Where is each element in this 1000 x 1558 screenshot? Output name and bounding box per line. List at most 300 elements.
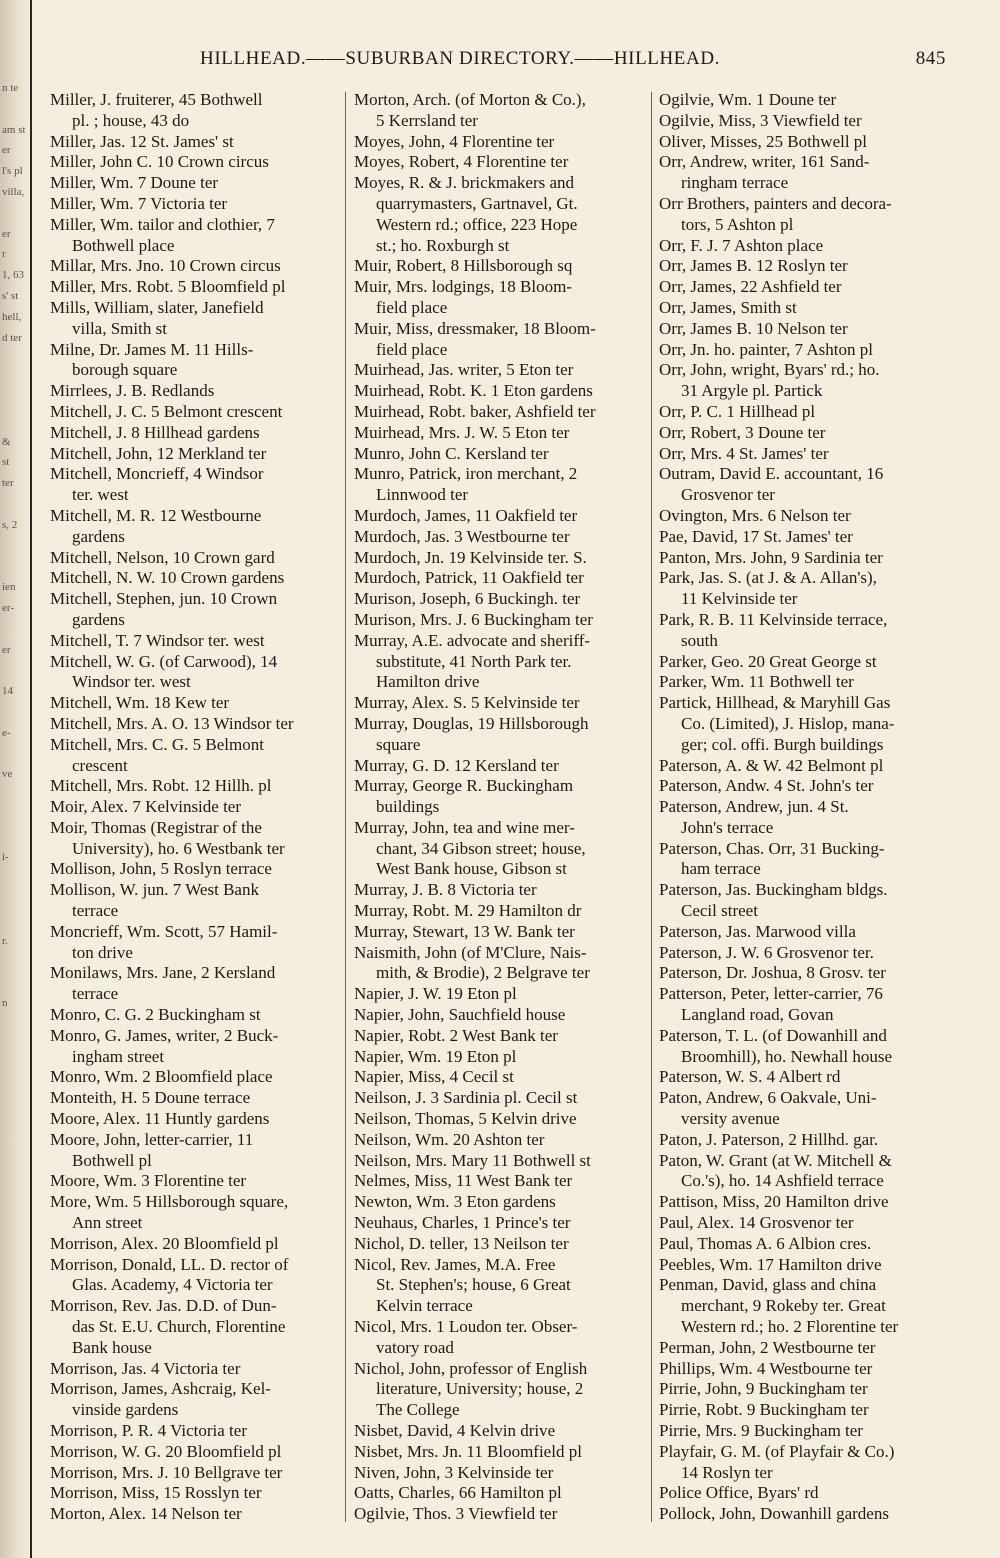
page-number: 845 (915, 48, 946, 69)
directory-entry (50, 1463, 338, 1484)
bleed-fragment: r (2, 248, 6, 261)
directory-entry (354, 506, 642, 527)
entry-name-line: Mitchell, M. R. 12 Westbourne (50, 505, 262, 525)
entry-name-line: Murray, Alex. S. 5 Kelvinside ter (354, 693, 580, 713)
directory-entry (659, 839, 949, 881)
directory-entry (50, 1005, 338, 1026)
entry-name-line: Murray, Douglas, 19 Hillsborough (354, 713, 589, 733)
directory-entry (50, 132, 338, 153)
bleed-fragment (2, 536, 28, 557)
entry-continuation-line: Western rd.; ho. 2 Florentine ter (681, 1317, 899, 1337)
entry-name-line: Miller, Mrs. Robt. 5 Bloomfield pl (50, 277, 286, 297)
bleed-fragment: n te (2, 82, 19, 94)
entry-name-line: Nicol, Rev. James, M.A. Free (354, 1254, 556, 1274)
entry-continuation-line: chant, 34 Gibson street; house, (376, 838, 586, 858)
directory-entry (354, 1317, 642, 1359)
directory-entry (354, 464, 642, 506)
entry-continuation-line: Linnwood ter (376, 485, 469, 505)
directory-entry (50, 464, 338, 506)
entry-name-line: Mitchell, Stephen, jun. 10 Crown (50, 589, 278, 609)
directory-entry (50, 797, 338, 818)
entry-name-line: Mitchell, Mrs. C. G. 5 Belmont (50, 734, 264, 754)
entry-name-line: Moyes, R. & J. brickmakers and (354, 173, 575, 193)
directory-entry (354, 1421, 642, 1442)
entry-continuation-line: Langland road, Govan (681, 1005, 834, 1025)
directory-entry (50, 589, 338, 631)
directory-entry (50, 423, 338, 444)
entry-name-line: Murison, Joseph, 6 Buckingh. ter (354, 589, 581, 609)
directory-entry (50, 1192, 338, 1234)
entry-name-line: Morton, Alex. 14 Nelson ter (50, 1504, 242, 1524)
entry-continuation-line: John's terrace (681, 817, 774, 837)
bleed-fragment: 1, 63 (2, 269, 24, 282)
directory-entry (659, 1151, 949, 1193)
directory-entry (50, 1255, 338, 1297)
entry-name-line: Paterson, Jas. Marwood villa (659, 921, 856, 941)
entry-name-line: Mollison, W. jun. 7 West Bank (50, 880, 259, 900)
directory-entry (50, 963, 338, 1005)
entry-name-line: Outram, David E. accountant, 16 (659, 464, 884, 484)
directory-entry (354, 132, 642, 153)
entry-name-line: Pirrie, Mrs. 9 Buckingham ter (659, 1421, 863, 1440)
entry-name-line: Moore, Alex. 11 Huntly gardens (50, 1109, 270, 1129)
bleed-fragment (2, 889, 28, 910)
directory-entry (50, 152, 338, 173)
bleed-fragment (2, 785, 28, 806)
entry-name-line: Morton, Arch. (of Morton & Co.), (354, 90, 586, 109)
entry-continuation-line: ter. west (72, 485, 129, 505)
entry-name-line: Paterson, Dr. Joshua, 8 Grosv. ter (659, 963, 886, 983)
entry-name-line: Muir, Robert, 8 Hillsborough sq (354, 256, 573, 276)
bleed-fragment (2, 411, 28, 432)
entry-continuation-line: University), ho. 6 Westbank ter (72, 838, 285, 858)
entry-name-line: Morrison, Rev. Jas. D.D. of Dun- (50, 1296, 277, 1316)
entry-name-line: Murray, G. D. 12 Kersland ter (354, 755, 559, 775)
entry-continuation-line: Co.'s), ho. 14 Ashfield terrace (681, 1171, 884, 1191)
bleed-fragment: ter (2, 477, 14, 490)
directory-entry (354, 901, 642, 922)
bleed-fragment (2, 744, 28, 765)
entry-name-line: Murray, John, tea and wine mer- (354, 817, 575, 837)
entry-name-line: Napier, Miss, 4 Cecil st (354, 1067, 514, 1087)
entry-name-line: Orr, Andrew, writer, 161 Sand- (659, 152, 870, 172)
directory-column-1 (50, 90, 338, 1525)
directory-entry (659, 776, 949, 797)
entry-continuation-line: Bothwell place (72, 235, 175, 255)
entry-name-line: Muir, Mrs. lodgings, 18 Bloom- (354, 277, 572, 297)
entry-name-line: Mitchell, Wm. 18 Kew ter (50, 693, 230, 713)
entry-name-line: Paton, J. Paterson, 2 Hillhd. gar. (659, 1129, 879, 1149)
bleed-fragment (2, 972, 28, 993)
entry-continuation-line: Grosvenor ter (681, 485, 775, 505)
entry-continuation-line: Ann street (72, 1213, 143, 1233)
entry-continuation-line: 11 Kelvinside ter (681, 589, 798, 609)
entry-name-line: Mitchell, N. W. 10 Crown gardens (50, 568, 285, 588)
entry-name-line: Orr, Jn. ho. painter, 7 Ashton pl (659, 339, 873, 359)
directory-entry (659, 1088, 949, 1130)
directory-entry (354, 818, 642, 880)
directory-entry (659, 256, 949, 277)
entry-continuation-line: 14 Roslyn ter (681, 1462, 773, 1482)
directory-entry (354, 423, 642, 444)
directory-entry (354, 277, 642, 319)
directory-entry (659, 943, 949, 964)
directory-entry (354, 1067, 642, 1088)
directory-entry (50, 277, 338, 298)
directory-entry (659, 984, 949, 1026)
entry-continuation-line: vatory road (376, 1337, 454, 1357)
entry-name-line: Moore, John, letter-carrier, 11 (50, 1129, 254, 1149)
directory-entry (354, 527, 642, 548)
directory-entry (354, 880, 642, 901)
entry-name-line: Park, Jas. S. (at J. & A. Allan's), (659, 568, 877, 588)
entry-name-line: Neilson, J. 3 Sardinia pl. Cecil st (354, 1088, 578, 1108)
entry-continuation-line: Kelvin terrace (376, 1296, 473, 1316)
entry-name-line: Pirrie, Robt. 9 Buckingham ter (659, 1400, 869, 1420)
bleed-fragment: er (2, 643, 11, 656)
directory-entry (659, 132, 949, 153)
entry-name-line: Paul, Alex. 14 Grosvenor ter (659, 1213, 854, 1233)
bleed-fragment (2, 619, 28, 640)
directory-entry (659, 340, 949, 361)
directory-entry (659, 880, 949, 922)
entry-name-line: Nelmes, Miss, 11 West Bank ter (354, 1171, 573, 1191)
entry-name-line: Phillips, Wm. 4 Westbourne ter (659, 1358, 873, 1378)
entry-continuation-line: vinside gardens (72, 1400, 179, 1420)
entry-name-line: Mirrlees, J. B. Redlands (50, 381, 215, 401)
entry-continuation-line: literature, University; house, 2 (376, 1379, 584, 1399)
entry-name-line: Partick, Hillhead, & Maryhill Gas (659, 693, 891, 713)
entry-name-line: Murray, J. B. 8 Victoria ter (354, 880, 537, 900)
directory-entry (50, 444, 338, 465)
entry-name-line: Mitchell, T. 7 Windsor ter. west (50, 630, 265, 650)
directory-entry (659, 1213, 949, 1234)
directory-entry (354, 1005, 642, 1026)
directory-entry (354, 693, 642, 714)
directory-entry (50, 548, 338, 569)
entry-name-line: Monro, Wm. 2 Bloomfield place (50, 1067, 273, 1087)
entry-name-line: Mitchell, J. C. 5 Belmont crescent (50, 401, 283, 421)
entry-continuation-line: St. Stephen's; house, 6 Great (376, 1275, 571, 1295)
directory-entry (354, 1171, 642, 1192)
directory-entry (354, 1234, 642, 1255)
directory-entry (50, 381, 338, 402)
column-rule-1 (345, 92, 346, 1522)
entry-name-line: Mitchell, John, 12 Merkland ter (50, 443, 267, 463)
entry-name-line: Moncrieff, Wm. Scott, 57 Hamil- (50, 921, 278, 941)
directory-entry (50, 1234, 338, 1255)
entry-continuation-line: buildings (376, 797, 440, 817)
entry-name-line: Monteith, H. 5 Doune terrace (50, 1088, 251, 1108)
bleed-fragment: er- (2, 601, 14, 614)
directory-entry (659, 1234, 949, 1255)
entry-name-line: Mitchell, Moncrieff, 4 Windsor (50, 464, 264, 484)
entry-name-line: Orr, Mrs. 4 St. James' ter (659, 443, 829, 463)
entry-name-line: Nicol, Mrs. 1 Loudon ter. Obser- (354, 1317, 578, 1337)
entry-name-line: Peebles, Wm. 17 Hamilton drive (659, 1254, 882, 1274)
entry-name-line: Moyes, John, 4 Florentine ter (354, 131, 555, 151)
bleed-fragment (2, 369, 28, 390)
entry-name-line: Murison, Mrs. J. 6 Buckingham ter (354, 609, 593, 629)
directory-entry (659, 1130, 949, 1151)
entry-name-line: Paterson, Jas. Buckingham bldgs. (659, 880, 888, 900)
entry-name-line: Mitchell, Mrs. A. O. 13 Windsor ter (50, 713, 294, 733)
entry-name-line: Paterson, T. L. (of Dowanhill and (659, 1025, 887, 1045)
directory-entry (50, 1379, 338, 1421)
entry-name-line: Mitchell, W. G. (of Carwood), 14 (50, 651, 278, 671)
bleed-fragment (2, 556, 28, 577)
entry-name-line: Parker, Wm. 11 Bothwell ter (659, 672, 854, 692)
entry-name-line: Nisbet, David, 4 Kelvin drive (354, 1421, 556, 1440)
entry-name-line: Muirhead, Robt. baker, Ashfield ter (354, 401, 596, 421)
directory-entry (659, 527, 949, 548)
entry-name-line: Park, R. B. 11 Kelvinside terrace, (659, 609, 888, 629)
bleed-fragment (2, 494, 28, 515)
entry-continuation-line: West Bank house, Gibson st (376, 859, 567, 879)
bleed-fragment: n (2, 997, 8, 1010)
directory-entry (659, 298, 949, 319)
directory-entry (354, 173, 642, 256)
directory-entry (354, 381, 642, 402)
entry-name-line: Neilson, Mrs. Mary 11 Bothwell st (354, 1150, 591, 1170)
entry-name-line: Neilson, Thomas, 5 Kelvin drive (354, 1109, 577, 1129)
directory-entry (354, 1463, 642, 1484)
entry-name-line: Monro, C. G. 2 Buckingham st (50, 1005, 261, 1025)
entry-name-line: Orr, James B. 10 Nelson ter (659, 318, 848, 338)
directory-entry (50, 173, 338, 194)
entry-name-line: Napier, Wm. 19 Eton pl (354, 1046, 517, 1066)
entry-name-line: Ogilvie, Miss, 3 Viewfield ter (659, 110, 862, 130)
entry-name-line: Murdoch, James, 11 Oakfield ter (354, 505, 578, 525)
bleed-fragment: hell, (2, 310, 22, 323)
entry-continuation-line: substitute, 41 North Park ter. (376, 651, 572, 671)
entry-name-line: Murdoch, Patrick, 11 Oakfield ter (354, 568, 584, 588)
entry-name-line: Playfair, G. M. (of Playfair & Co.) (659, 1441, 895, 1461)
directory-entry (354, 714, 642, 756)
bleed-fragment (2, 99, 28, 120)
entry-name-line: Napier, John, Sauchfield house (354, 1005, 566, 1025)
entry-name-line: Paterson, A. & W. 42 Belmont pl (659, 755, 884, 775)
entry-name-line: Muirhead, Mrs. J. W. 5 Eton ter (354, 422, 570, 442)
entry-name-line: Muir, Miss, dressmaker, 18 Bloom- (354, 318, 596, 338)
entry-continuation-line: ringham terrace (681, 173, 789, 193)
bleed-fragment: s, 2 (2, 518, 18, 531)
directory-entry (659, 194, 949, 236)
directory-entry (659, 922, 949, 943)
entry-name-line: Paterson, Andrew, jun. 4 St. (659, 797, 849, 817)
entry-name-line: Millar, Mrs. Jno. 10 Crown circus (50, 256, 281, 276)
directory-entry (50, 1483, 338, 1504)
directory-entry (50, 818, 338, 860)
directory-entry (659, 1504, 949, 1525)
directory-entry (354, 444, 642, 465)
entry-name-line: Morrison, James, Ashcraig, Kel- (50, 1379, 271, 1399)
previous-page-bleed (2, 78, 28, 1014)
bleed-fragment: am st (2, 123, 26, 136)
entry-continuation-line: Glas. Academy, 4 Victoria ter (72, 1275, 273, 1295)
entry-name-line: Orr, James, 22 Ashfield ter (659, 277, 842, 297)
entry-name-line: Mitchell, Nelson, 10 Crown gard (50, 547, 275, 567)
entry-name-line: Mollison, John, 5 Roslyn terrace (50, 859, 272, 879)
entry-continuation-line: field place (376, 297, 448, 317)
bleed-fragment (2, 348, 28, 369)
directory-entry (354, 1442, 642, 1463)
page-header (50, 48, 950, 74)
entry-name-line: More, Wm. 5 Hillsborough square, (50, 1192, 289, 1212)
entry-continuation-line: terrace (72, 901, 119, 921)
entry-continuation-line: south (681, 630, 718, 650)
directory-entry (659, 797, 949, 839)
entry-name-line: Perman, John, 2 Westbourne ter (659, 1337, 876, 1357)
directory-entry (659, 1338, 949, 1359)
directory-entry (354, 1109, 642, 1130)
entry-name-line: Paul, Thomas A. 6 Albion cres. (659, 1233, 872, 1253)
directory-entry (354, 1255, 642, 1317)
entry-continuation-line: Co. (Limited), J. Hislop, mana- (681, 713, 895, 733)
directory-entry (354, 319, 642, 361)
directory-entry (354, 1151, 642, 1172)
entry-continuation-line: gardens (72, 609, 125, 629)
entry-name-line: Neilson, Wm. 20 Ashton ter (354, 1129, 545, 1149)
directory-entry (354, 1213, 642, 1234)
directory-entry (659, 360, 949, 402)
entry-name-line: Miller, Wm. 7 Victoria ter (50, 193, 228, 213)
directory-entry (354, 631, 642, 693)
directory-entry (50, 568, 338, 589)
entry-continuation-line: Hamilton drive (376, 672, 480, 692)
entry-name-line: Orr, James, Smith st (659, 297, 797, 317)
entry-name-line: Muirhead, Robt. K. 1 Eton gardens (354, 381, 593, 401)
directory-entry (659, 1421, 949, 1442)
directory-entry (354, 776, 642, 818)
entry-continuation-line: Cecil street (681, 901, 758, 921)
directory-entry (50, 1067, 338, 1088)
entry-name-line: Patterson, Peter, letter-carrier, 76 (659, 984, 883, 1004)
entry-name-line: Oatts, Charles, 66 Hamilton pl (354, 1483, 562, 1503)
entry-name-line: Pattison, Miss, 20 Hamilton drive (659, 1192, 889, 1212)
entry-name-line: Munro, John C. Kersland ter (354, 443, 549, 463)
directory-entry (50, 1504, 338, 1525)
entry-name-line: Murray, A.E. advocate and sheriff- (354, 630, 591, 650)
entry-name-line: Paterson, Chas. Orr, 31 Bucking- (659, 838, 885, 858)
directory-entry (50, 1026, 338, 1068)
column-rule-2 (651, 92, 652, 1522)
entry-continuation-line: Bothwell pl (72, 1150, 152, 1170)
entry-name-line: Orr, P. C. 1 Hillhead pl (659, 401, 816, 421)
directory-entry (50, 859, 338, 880)
directory-entry (659, 672, 949, 693)
directory-entry (50, 735, 338, 777)
entry-name-line: Orr, John, wright, Byars' rd.; ho. (659, 360, 880, 380)
bleed-fragment (2, 203, 28, 224)
directory-entry (50, 880, 338, 922)
entry-name-line: Panton, Mrs. John, 9 Sardinia ter (659, 547, 883, 567)
entry-name-line: Nisbet, Mrs. Jn. 11 Bloomfield pl (354, 1441, 582, 1461)
directory-entry (354, 922, 642, 943)
entry-name-line: Paton, W. Grant (at W. Mitchell & (659, 1150, 892, 1170)
bleed-fragment: l's pl (2, 165, 23, 178)
bleed-fragment: er (2, 227, 11, 240)
bleed-fragment: s' st (2, 289, 19, 302)
directory-entry (50, 506, 338, 548)
directory-entry (50, 714, 338, 735)
entry-name-line: Mitchell, Mrs. Robt. 12 Hillh. pl (50, 776, 272, 796)
directory-entry (659, 693, 949, 755)
entry-name-line: Morrison, Miss, 15 Rosslyn ter (50, 1483, 262, 1503)
entry-name-line: Paterson, W. S. 4 Albert rd (659, 1067, 841, 1087)
entry-name-line: Niven, John, 3 Kelvinside ter (354, 1462, 554, 1482)
entry-continuation-line: square (376, 734, 421, 754)
entry-name-line: Orr, Robert, 3 Doune ter (659, 422, 826, 442)
directory-entry (50, 215, 338, 257)
entry-name-line: Orr, James B. 12 Roslyn ter (659, 256, 848, 276)
bleed-fragment: st (2, 456, 10, 469)
entry-name-line: Miller, Wm. tailor and clothier, 7 (50, 214, 275, 234)
entry-name-line: Miller, Wm. 7 Doune ter (50, 173, 219, 193)
entry-name-line: Mitchell, J. 8 Hillhead gardens (50, 422, 260, 442)
directory-column-2 (354, 90, 642, 1525)
directory-entry (659, 1483, 949, 1504)
directory-entry (659, 319, 949, 340)
directory-entry (354, 90, 642, 132)
entry-name-line: Murdoch, Jas. 3 Westbourne ter (354, 526, 570, 546)
entry-name-line: Ogilvie, Wm. 1 Doune ter (659, 90, 837, 109)
entry-name-line: Paterson, J. W. 6 Grosvenor ter. (659, 942, 874, 962)
directory-entry (354, 610, 642, 631)
entry-name-line: Moir, Thomas (Registrar of the (50, 817, 262, 837)
directory-entry (50, 90, 338, 132)
entry-name-line: Napier, Robt. 2 West Bank ter (354, 1025, 558, 1045)
entry-continuation-line: ton drive (72, 942, 133, 962)
bleed-fragment: & (2, 435, 11, 448)
entry-name-line: Pae, David, 17 St. James' ter (659, 526, 853, 546)
entry-name-line: Nichol, John, professor of English (354, 1358, 588, 1378)
directory-entry (659, 506, 949, 527)
entry-name-line: Murray, Robt. M. 29 Hamilton dr (354, 901, 582, 921)
directory-entry (50, 298, 338, 340)
directory-entry (50, 1088, 338, 1109)
directory-entry (50, 1130, 338, 1172)
entry-name-line: Mills, William, slater, Janefield (50, 297, 264, 317)
entry-name-line: Munro, Patrick, iron merchant, 2 (354, 464, 578, 484)
directory-entry (659, 1400, 949, 1421)
directory-entry (354, 1504, 642, 1525)
directory-entry (659, 1379, 949, 1400)
directory-entry (659, 444, 949, 465)
entry-name-line: Monro, G. James, writer, 2 Buck- (50, 1025, 279, 1045)
directory-entry (659, 1067, 949, 1088)
entry-name-line: Napier, J. W. 19 Eton pl (354, 984, 517, 1004)
bleed-fragment: e- (2, 726, 11, 739)
bleed-fragment (2, 390, 28, 411)
directory-entry (659, 464, 949, 506)
directory-entry (50, 631, 338, 652)
entry-continuation-line: Bank house (72, 1337, 152, 1357)
entry-continuation-line: terrace (72, 984, 119, 1004)
directory-entry (354, 360, 642, 381)
bleed-fragment: villa, (2, 185, 25, 198)
entry-continuation-line: Windsor ter. west (72, 672, 191, 692)
directory-entry (354, 1047, 642, 1068)
directory-entry (354, 984, 642, 1005)
directory-entry (354, 1359, 642, 1421)
bleed-fragment (2, 660, 28, 681)
entry-continuation-line: field place (376, 339, 448, 359)
entry-name-line: Ovington, Mrs. 6 Nelson ter (659, 505, 851, 525)
entry-name-line: Moore, Wm. 3 Florentine ter (50, 1171, 247, 1191)
entry-name-line: Muirhead, Jas. writer, 5 Eton ter (354, 360, 574, 380)
entry-name-line: Oliver, Misses, 25 Bothwell pl (659, 131, 868, 151)
